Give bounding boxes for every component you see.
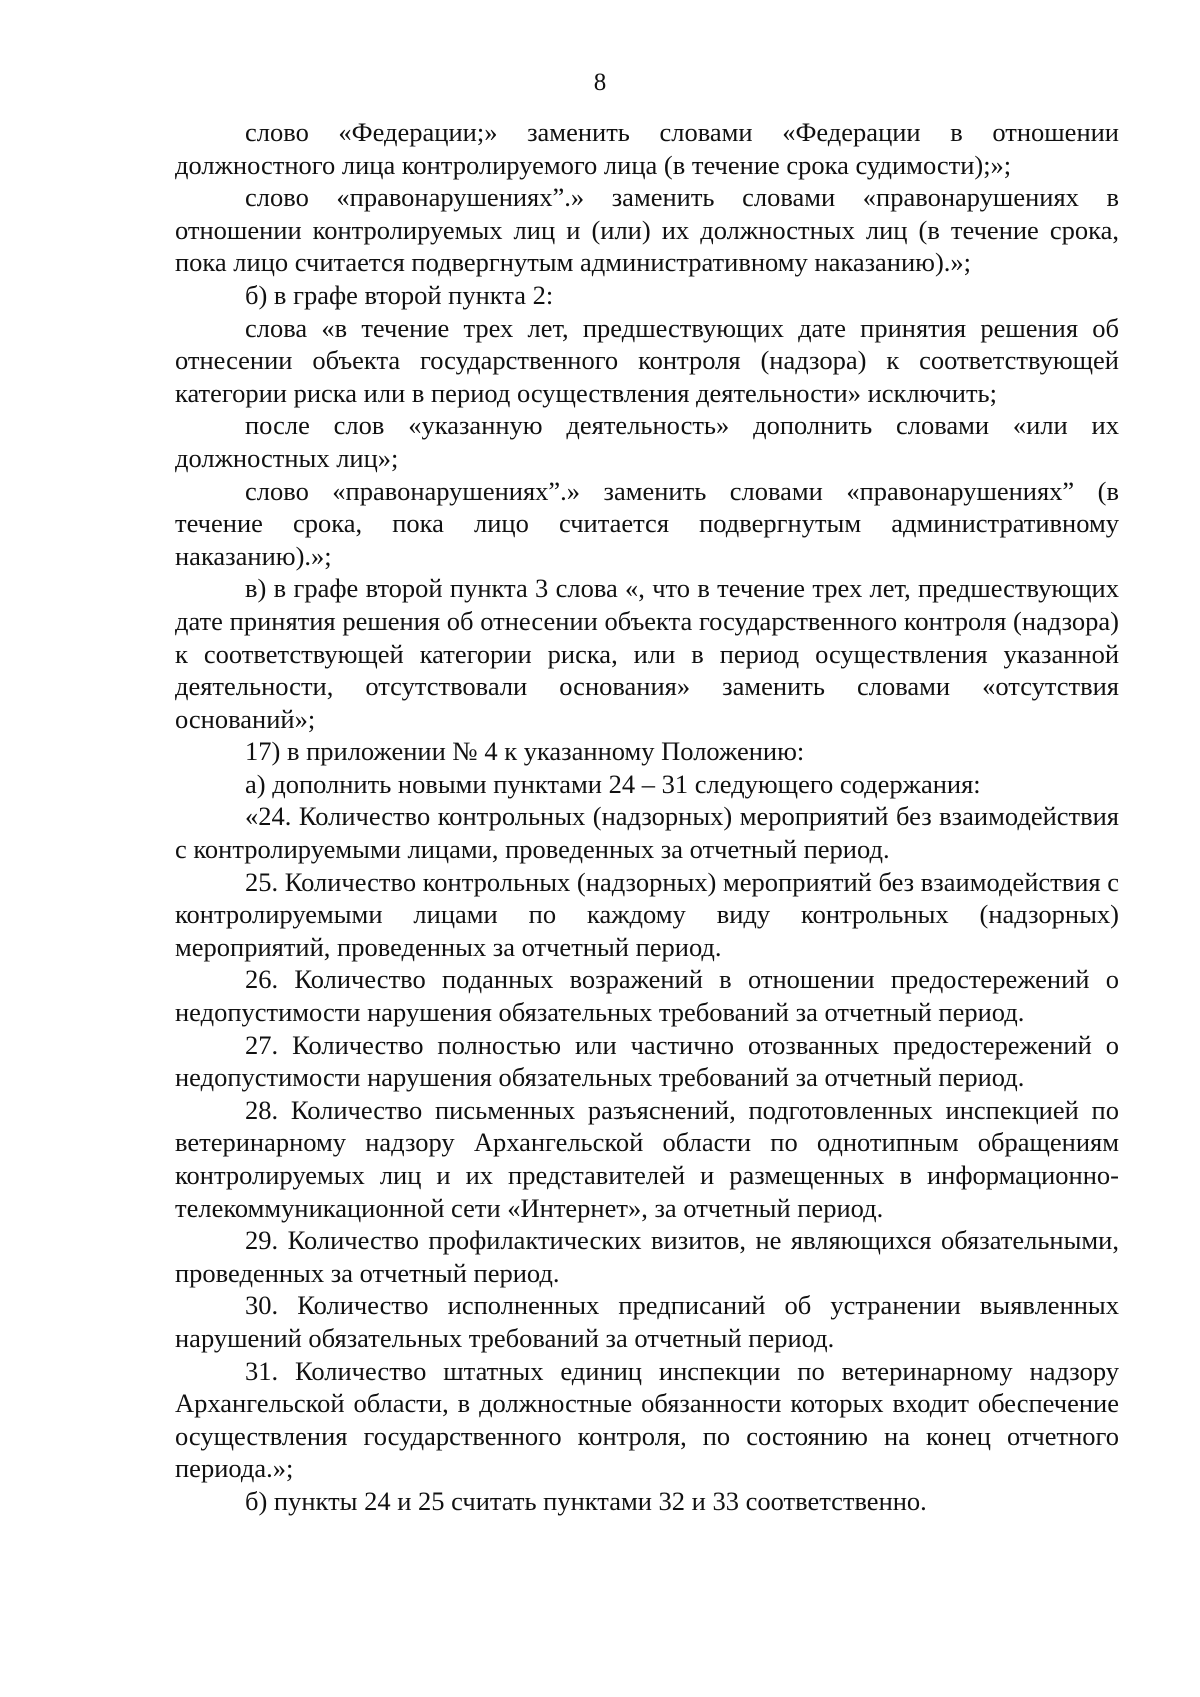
paragraph: 27. Количество полностью или частично отозванных предостережений о недопустимости нарушения обязательных требований за отчетный период. — [175, 1029, 1119, 1093]
paragraph: слово «Федерации;» заменить словами «Федерации в отношении должностного лица контролируемого лица (в течение срока судимости);»; — [175, 117, 1119, 180]
document-body — [175, 116, 1119, 1518]
paragraph: б) пункты 24 и 25 считать пунктами 32 и 33 соответственно. — [245, 1485, 927, 1516]
paragraph: 28. Количество письменных разъяснений, подготовленных инспекцией по ветеринарному надзору Архангельской области по однотипным обращениям контролируемых лиц и их представителей и размещенных в информационно-телекоммуникационной сети «Интернет», за отчетный период. — [175, 1094, 1119, 1223]
paragraph: б) в графе второй пункта 2: — [245, 279, 554, 310]
paragraph: 17) в приложении № 4 к указанному Положению: — [245, 736, 805, 767]
paragraph: слово «правонарушениях”.» заменить словами «правонарушениях в отношении контролируемых лиц и (или) их должностных лиц (в течение срока, пока лицо считается подвергнутым административному наказанию).»; — [175, 182, 1119, 278]
paragraph: «24. Количество контрольных (надзорных) мероприятий без взаимодействия с контролируемыми лицами, проведенных за отчетный период. — [175, 801, 1119, 865]
paragraph: а) дополнить новыми пунктами 24 – 31 следующего содержания: — [245, 768, 981, 799]
paragraph: 26. Количество поданных возражений в отношении предостережений о недопустимости нарушения обязательных требований за отчетный период. — [175, 964, 1119, 1028]
paragraph: после слов «указанную деятельность» дополнить словами «или их должностных лиц»; — [175, 410, 1119, 473]
paragraph: 31. Количество штатных единиц инспекции по ветеринарному надзору Архангельской области, в должностные обязанности которых входит обеспечение осуществления государственного контроля, по состоянию на конец отчетного периода.»; — [175, 1355, 1119, 1484]
paragraph: слово «правонарушениях”.» заменить словами «правонарушениях” (в течение срока, пока лицо считается подвергнутым административному наказанию).»; — [175, 475, 1119, 571]
paragraph: в) в графе второй пункта 3 слова «, что в течение трех лет, предшествующих дате принятия решения об отнесении объекта государственного контроля (надзора) к соответствующей категории риска, или в период осуществления указанной деятельности, отсутствовали основания» заменить словами «отсутствия оснований»; — [175, 573, 1119, 734]
paragraph: 25. Количество контрольных (надзорных) мероприятий без взаимодействия с контролируемыми лицами по каждому виду контрольных (надзорных) мероприятий, проведенных за отчетный период. — [175, 866, 1119, 962]
paragraph: слова «в течение трех лет, предшествующих дате принятия решения об отнесении объекта государственного контроля (надзора) к соответствующей категории риска или в период осуществления деятельности» исключить; — [175, 312, 1119, 408]
paragraph: 30. Количество исполненных предписаний об устранении выявленных нарушений обязательных требований за отчетный период. — [175, 1290, 1119, 1353]
paragraph: 29. Количество профилактических визитов, не являющихся обязательными, проведенных за отчетный период. — [175, 1225, 1119, 1288]
page-number: 8 — [593, 69, 607, 96]
